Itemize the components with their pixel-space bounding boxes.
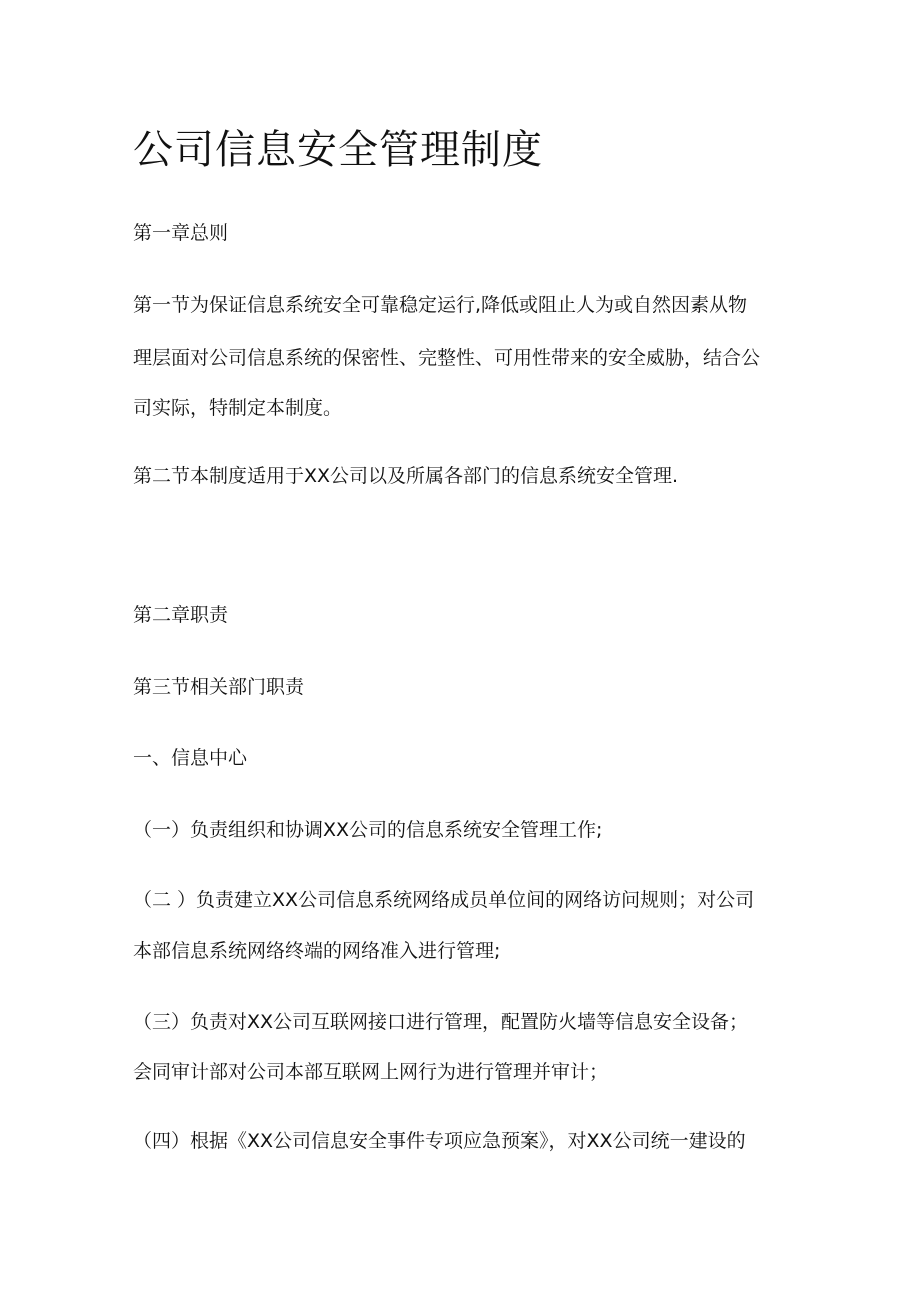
section-1-line-1: 第一节为保证信息系统安全可靠稳定运行,降低或阻止人为或自然因素从物 <box>133 294 748 316</box>
item-1-text: （一）负责组织和协调XX公司的信息系统安全管理工作; <box>133 819 603 841</box>
item-3-line-2: 会同审计部对公司本部互联网上网行为进行管理并审计； <box>133 1061 609 1083</box>
item-2-line-2: 本部信息系统网络终端的网络准入进行管理; <box>133 940 501 962</box>
section-2-text: 第二节本制度适用于XX公司以及所属各部门的信息系统安全管理. <box>133 465 679 487</box>
document-title: 公司信息安全管理制度 <box>133 127 543 173</box>
section-3-heading: 第三节相关部门职责 <box>133 676 305 698</box>
item-4-line-1: （四）根据《XX公司信息安全事件专项应急预案》，对XX公司统一建设的 <box>133 1130 746 1152</box>
section-1-line-3: 司实际，特制定本制度。 <box>133 397 343 419</box>
item-2-line-1: （二 ）负责建立XX公司信息系统网络成员单位间的网络访问规则；对公司 <box>133 889 755 911</box>
chapter-2-heading: 第二章职责 <box>133 604 229 626</box>
item-3-line-1: （三）负责对XX公司互联网接口进行管理，配置防火墙等信息安全设备； <box>133 1011 749 1033</box>
part-1-heading: 一、信息中心 <box>133 747 248 769</box>
chapter-1-heading: 第一章总则 <box>133 222 229 244</box>
section-1-line-2: 理层面对公司信息系统的保密性、完整性、可用性带来的安全威胁，结合公 <box>133 347 761 369</box>
